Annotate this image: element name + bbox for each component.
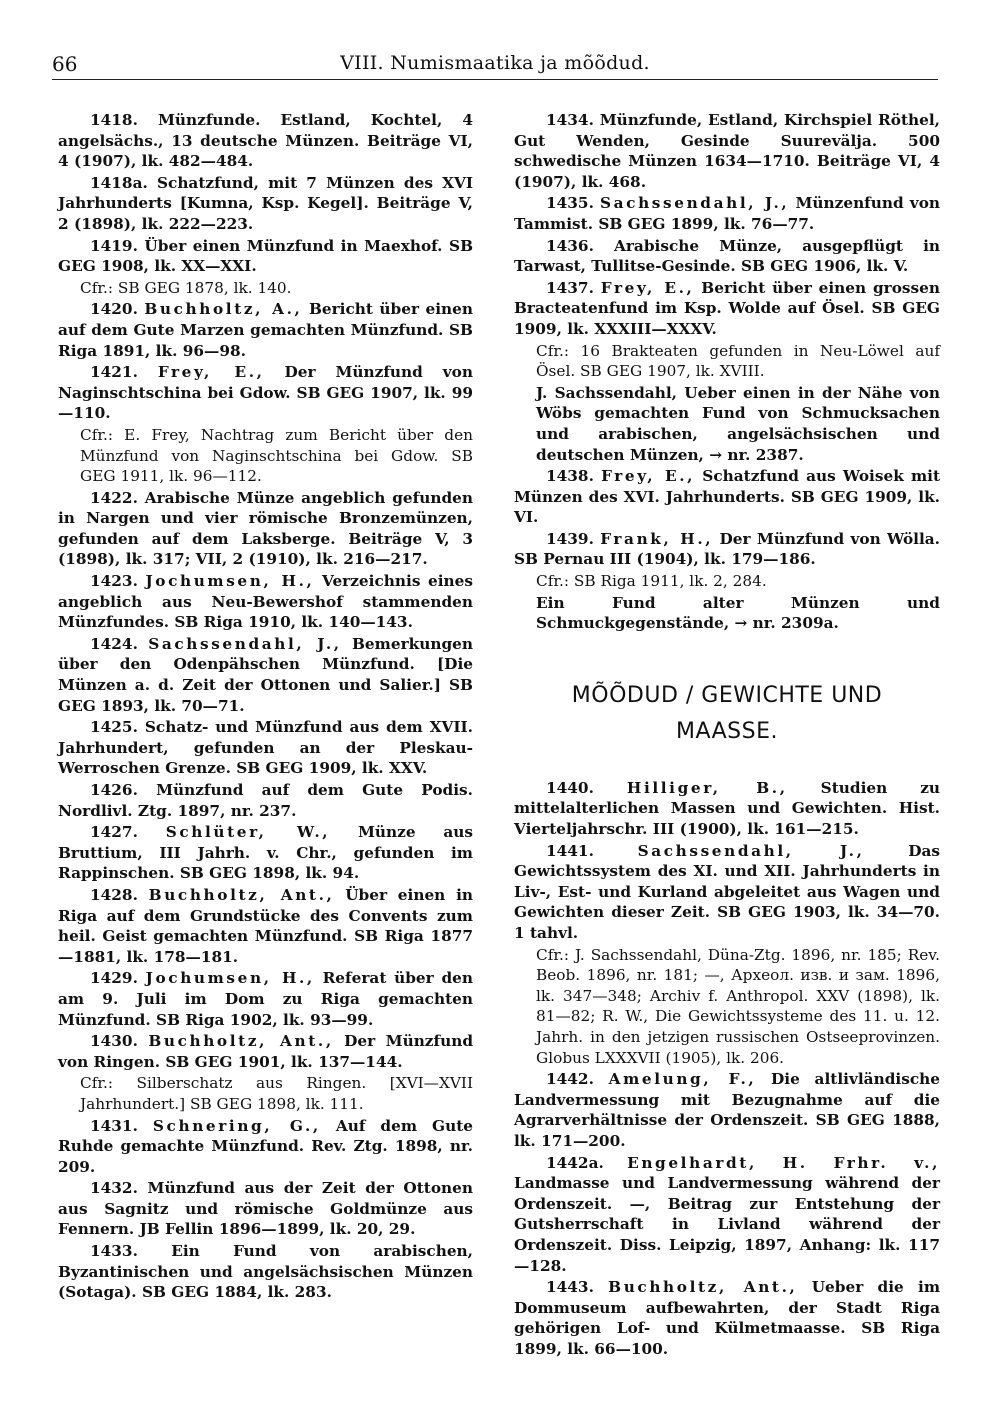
bibliography-entry <box>58 717 473 779</box>
entry-number: 1433. <box>90 1242 138 1261</box>
entry-number: 1429. <box>90 969 138 988</box>
entry-number: 1443. <box>546 1278 594 1297</box>
entry-number: 1434. <box>546 111 594 129</box>
bibliography-entry <box>514 1069 940 1151</box>
entry-text: Landmasse und Landvermessung während der Ordenszeit. —, Beitrag zur Entstehung der Gutsherrschaft in Livland während der Ordenszeit. Diss. Leipzig, 1897, Anhang: lk. 117—128. <box>514 1174 940 1275</box>
entry-text: Schatzfund, mit 7 Münzen des XVI Jahrhunderts [Kumna, Ksp. Kegel]. Beiträge V, 2 (1898), lk. 222—223. <box>58 173 473 233</box>
entry-text: Ueber die im Dommuseum aufbewahrten, der Stadt Riga gehörigen Lof- und Külmetmaasse. SB Riga 1899, lk. 66—100. <box>514 1278 941 1358</box>
entry-text: Der Münzfund von Wölla. SB Pernau III (1904), lk. 179—186. <box>514 529 941 569</box>
entry-number: 1436. <box>546 236 594 255</box>
cross-reference: J. Sachssendahl, Ueber einen in der Nähe von Wöbs gemachten Fund von Schmucksachen und arabischen, angelsächsischen und deutschen Münzen, → nr. 2387. <box>536 383 940 464</box>
entry-author: Frey, E., <box>601 467 696 486</box>
entry-number: 1418. <box>90 111 138 129</box>
entry-text: Referat über den am 9. Juli im Dom zu Riga gemachten Münzfund. SB Riga 1902, lk. 93—99. <box>58 969 474 1029</box>
entry-author: Jochumsen, H., <box>145 969 315 988</box>
entry-author: Buchholtz, Ant., <box>148 885 335 904</box>
entry-number: 1423. <box>90 572 138 591</box>
section-heading-line1: MÕÕDUD / GEWICHTE UND <box>571 682 883 708</box>
entry-number: 1439. <box>546 529 594 548</box>
entry-text: Studien zu mittelalterlichen Massen und Gewichten. Hist. Vierteljahrschr. III (1900), lk. 161—215. <box>514 778 941 839</box>
entry-number: 1432. <box>90 1179 138 1198</box>
bibliography-entry <box>58 173 473 235</box>
entry-text: Münzfunde, Estland, Kirchspiel Röthel, Gut Wenden, Gesinde Suurevälja. 500 schwedische Münzen 1634—1710. Beiträge VI, 4 (1907), lk. 468. <box>514 111 941 191</box>
bibliography-entry <box>514 1153 940 1277</box>
entry-author: Sachssendahl, J., <box>148 634 342 653</box>
right-column-entries-top <box>514 110 940 634</box>
bibliography-entry <box>58 299 473 361</box>
bibliography-entry <box>58 362 473 424</box>
cfr-note: Cfr.: SB Riga 1911, lk. 2, 284. <box>536 572 767 591</box>
entry-text: Über einen in Riga auf dem Grundstücke des Convents zum heil. Geist gemachten Münzfund. SB Riga 1877—1881, lk. 178—181. <box>58 885 473 966</box>
cross-reference: Ein Fund alter Münzen und Schmuckgegenstände, → nr. 2309a. <box>536 593 940 633</box>
entry-number: 1421. <box>90 363 138 382</box>
bibliography-entry <box>58 236 473 277</box>
bibliography-entry <box>514 778 940 840</box>
entry-text: Ein Fund von arabischen, Byzantinischen und angelsächsischen Münzen (Sotaga). SB GEG 1884, lk. 283. <box>58 1242 474 1302</box>
bibliography-entry <box>58 1241 473 1303</box>
page-header <box>52 52 938 82</box>
bibliography-entry <box>514 841 940 944</box>
entry-text: Arabische Münze, ausgepflügt in Tarwast, Tullitse-Gesinde. SB GEG 1906, lk. V. <box>514 236 941 276</box>
entry-author: Amelung, F., <box>608 1070 757 1089</box>
cfr-note: Cfr.: SB GEG 1878, lk. 140. <box>80 278 292 297</box>
entry-text: Der Münzfund von Naginschtschina bei Gdow. SB GEG 1907, lk. 99—110. <box>58 363 473 423</box>
entry-number: 1419. <box>90 236 138 255</box>
bibliography-entry <box>58 1031 473 1072</box>
entry-number: 1420. <box>90 300 138 319</box>
entry-number: 1427. <box>90 823 138 842</box>
cfr-note: Cfr.: Silberschatz aus Ringen. [XVI—XVII Jahrhundert.] SB GEG 1898, lk. 111. <box>80 1074 473 1113</box>
entry-number: 1426. <box>90 781 138 799</box>
entry-number: 1440. <box>546 778 594 797</box>
entry-number: 1437. <box>546 278 594 297</box>
entry-number: 1422. <box>90 488 138 507</box>
entry-number: 1441. <box>546 841 594 860</box>
entry-author: Buchholtz, Ant., <box>148 1032 334 1051</box>
entry-text: Das Gewichtssystem des XI. und XII. Jahrhunderts in Liv-, Est- und Kurland abgeleitet aus Wagen und Gewichten dieser Zeit. SB GEG 1903, lk. 34—70. 1 tahvl. <box>514 841 940 942</box>
entry-number: 1435. <box>546 194 594 213</box>
entry-number: 1442. <box>546 1070 594 1089</box>
bibliography-entry <box>58 1178 473 1240</box>
entry-text: Münzfund aus der Zeit der Ottonen aus Sagnitz und römische Goldmünze aus Fennern. JB Fellin 1896—1899, lk. 20, 29. <box>58 1179 474 1239</box>
entry-author: Engelhardt, H. Frhr. v., <box>627 1153 940 1172</box>
bibliography-entry <box>514 278 940 340</box>
left-column <box>58 110 473 1304</box>
bibliography-entry <box>58 1116 473 1178</box>
bibliography-entry <box>514 529 940 570</box>
entry-text: Die altlivländische Landvermessung mit Bezugnahme auf die Agrarverhältnisse der Ordenszeit. SB GEG 1888, lk. 171—200. <box>514 1070 940 1150</box>
section-heading <box>514 678 940 750</box>
bibliography-entry <box>514 466 940 528</box>
entry-text: Münzenfund von Tammist. SB GEG 1899, lk. 76—77. <box>514 194 941 233</box>
bibliography-entry <box>514 110 940 192</box>
entry-author: Buchholtz, A., <box>144 300 303 319</box>
entry-number: 1438. <box>546 467 594 486</box>
entry-text: Münze aus Bruttium, III Jahrh. v. Chr., gefunden im Rappinschen. SB GEG 1898, lk. 94. <box>58 823 473 883</box>
entry-author: Sachssendahl, J., <box>600 194 790 213</box>
entry-author: Hilliger, B., <box>626 778 788 797</box>
entry-number: 1424. <box>90 634 138 653</box>
page-number: 66 <box>52 52 78 76</box>
bibliography-entry <box>58 488 473 570</box>
entry-text: Der Münzfund von Ringen. SB GEG 1901, lk. 137—144. <box>58 1032 474 1071</box>
entry-number: 1430. <box>90 1032 138 1051</box>
entry-number: 1442a. <box>546 1153 604 1172</box>
bibliography-entry <box>58 780 473 821</box>
bibliography-entry <box>58 885 473 967</box>
bibliography-entry <box>514 1277 940 1359</box>
section-heading-line2: MAASSE. <box>675 718 779 744</box>
bibliography-entry <box>58 968 473 1030</box>
cfr-note: Cfr.: J. Sachssendahl, Düna-Ztg. 1896, nr. 185; Rev. Beob. 1896, nr. 181; —, Археол. изв. и зам. 1896, lk. 347—348; Archiv f. Anthropol. XXV (1898), lk. 81—82; R. W., Die Gewichtssysteme des 11. u. 12. Jahrh. in den jetzigen russischen Ostseeprovinzen. Globus LXXXVII (1905), lk. 206. <box>536 945 940 1067</box>
entry-text: Auf dem Gute Ruhde gemachte Münzfund. Rev. Ztg. 1898, nr. 209. <box>58 1116 473 1176</box>
bibliography-entry <box>58 634 473 716</box>
entry-text: Über einen Münzfund in Maexhof. SB GEG 1908, lk. XX—XXI. <box>58 236 473 276</box>
entry-text: Schatzfund aus Woisek mit Münzen des XVI. Jahrhunderts. SB GEG 1909, lk. VI. <box>514 467 941 527</box>
entry-text: Bericht über einen grossen Bracteatenfund im Ksp. Wolde auf Ösel. SB GEG 1909, lk. XXXIII—XXXV. <box>514 278 940 338</box>
right-column <box>514 110 940 1360</box>
entry-number: 1418a. <box>90 173 148 192</box>
bibliography-entry <box>58 571 473 633</box>
header-rule <box>52 79 938 80</box>
bibliography-entry <box>514 193 940 234</box>
entry-author: Frank, H., <box>600 529 714 548</box>
entry-author: Schlüter, W., <box>165 823 331 842</box>
entry-text: Münzfunde. Estland, Kochtel, 4 angelsächs., 13 deutsche Münzen. Beiträge VI, 4 (1907), lk. 482—484. <box>58 111 474 171</box>
entry-author: Frey, E., <box>600 278 695 297</box>
entry-text: Bericht über einen auf dem Gute Marzen gemachten Münzfund. SB Riga 1891, lk. 96—98. <box>58 300 474 360</box>
bibliography-entry <box>514 236 940 277</box>
right-column-entries-bottom <box>514 778 940 1360</box>
entry-author: Buchholtz, Ant., <box>608 1278 798 1297</box>
running-title: VIII. Numismaatika ja mõõdud. <box>340 52 650 74</box>
entry-author: Frey, E., <box>157 363 265 382</box>
cfr-note: Cfr.: 16 Brakteaten gefunden in Neu-Löwel auf Ösel. SB GEG 1907, lk. XVIII. <box>536 341 940 381</box>
entry-author: Schnering, G., <box>152 1116 321 1135</box>
entry-number: 1428. <box>90 885 138 904</box>
bibliography-entry <box>58 822 473 884</box>
cfr-note: Cfr.: E. Frey, Nachtrag zum Bericht über den Münzfund von Naginschtschina bei Gdow. SB GEG 1911, lk. 96—112. <box>80 425 473 486</box>
entry-text: Bemerkungen über den Odenpähschen Münzfund. [Die Münzen a. d. Zeit der Ottonen und Salier.] SB GEG 1893, lk. 70—71. <box>58 634 474 715</box>
entry-number: 1425. <box>90 718 138 737</box>
entry-text: Verzeichnis eines angeblich aus Neu-Bewershof stammenden Münzfundes. SB Riga 1910, lk. 140—143. <box>58 572 473 632</box>
entry-text: Schatz- und Münzfund aus dem XVII. Jahrhundert, gefunden an der Pleskau-Werroschen Grenze. SB GEG 1909, lk. XXV. <box>58 718 474 778</box>
entry-number: 1431. <box>90 1116 138 1135</box>
entry-text: Arabische Münze angeblich gefunden in Nargen und vier römische Bronzemünzen, gefunden auf dem Laksberge. Beiträge V, 3 (1898), lk. 317; VII, 2 (1910), lk. 216—217. <box>58 488 473 569</box>
entry-text: Münzfund auf dem Gute Podis. Nordlivl. Ztg. 1897, nr. 237. <box>58 781 473 820</box>
bibliography-entry <box>58 110 473 172</box>
entry-author: Jochumsen, H., <box>145 572 315 591</box>
entry-author: Sachssendahl, J., <box>637 841 865 860</box>
